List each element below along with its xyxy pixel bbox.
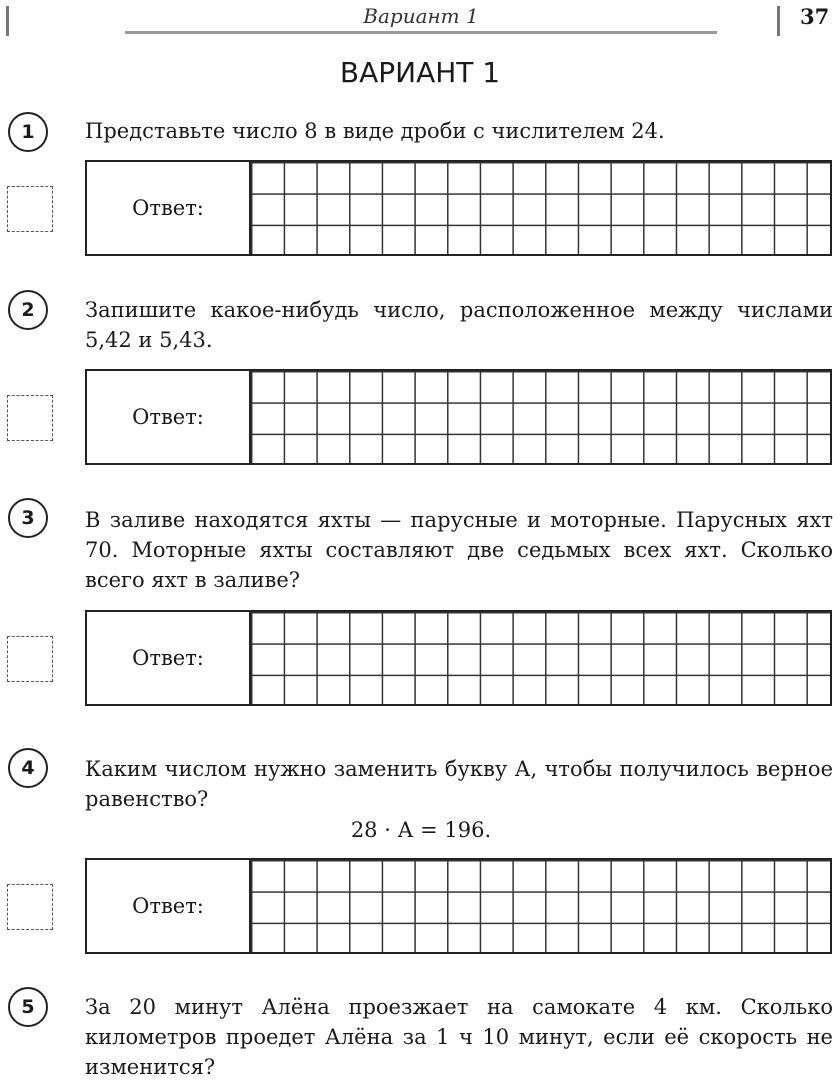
answer-box-1 xyxy=(85,160,832,256)
running-header-title: Вариант 1 xyxy=(363,4,479,28)
task-number-5: 5 xyxy=(8,987,48,1027)
answer-box-2 xyxy=(85,369,832,465)
answer-grid-2[interactable] xyxy=(251,371,830,463)
answer-label: Ответ: xyxy=(87,612,251,704)
task-text-2: Запишите какое-нибудь число, расположенное между числами 5,42 и 5,43. xyxy=(85,298,833,352)
score-box-4 xyxy=(7,884,53,930)
answer-label: Ответ: xyxy=(87,860,251,952)
header-underline xyxy=(125,31,717,34)
score-box-3 xyxy=(7,636,53,682)
task-text-1: Представьте число 8 в виде дроби с числителем 24. xyxy=(85,119,665,143)
task-text-3: В заливе находятся яхты — парусные и моторные. Парусных яхт 70. Моторные яхты составляют две седьмых всех яхт. Сколько всего яхт в заливе? xyxy=(85,508,833,592)
task-number-2: 2 xyxy=(8,290,48,330)
task-number-3: 3 xyxy=(8,498,48,538)
answer-grid-4[interactable] xyxy=(251,860,830,952)
answer-box-4 xyxy=(85,858,832,954)
task-formula-4: 28 · А = 196. xyxy=(350,818,492,842)
answer-label: Ответ: xyxy=(87,162,251,254)
answer-label: Ответ: xyxy=(87,371,251,463)
score-box-2 xyxy=(7,395,53,441)
task-number-1: 1 xyxy=(8,112,48,152)
task-text-5: За 20 минут Алёна проезжает на самокате 4 км. Сколько километров проедет Алёна за 1 ч 10 минут, если её скорость не изменится? xyxy=(85,995,833,1079)
page-number: 37 xyxy=(800,4,830,29)
score-box-1 xyxy=(7,186,53,232)
task-text-4: Каким числом нужно заменить букву А, чтобы получилось верное равенство? xyxy=(85,757,833,811)
task-number-4: 4 xyxy=(8,748,48,788)
answer-grid-3[interactable] xyxy=(251,612,830,704)
header-right-rule xyxy=(777,6,780,36)
header-left-rule xyxy=(6,6,9,36)
answer-box-3 xyxy=(85,610,832,706)
variant-title: ВАРИАНТ 1 xyxy=(339,56,501,89)
answer-grid-1[interactable] xyxy=(251,162,830,254)
